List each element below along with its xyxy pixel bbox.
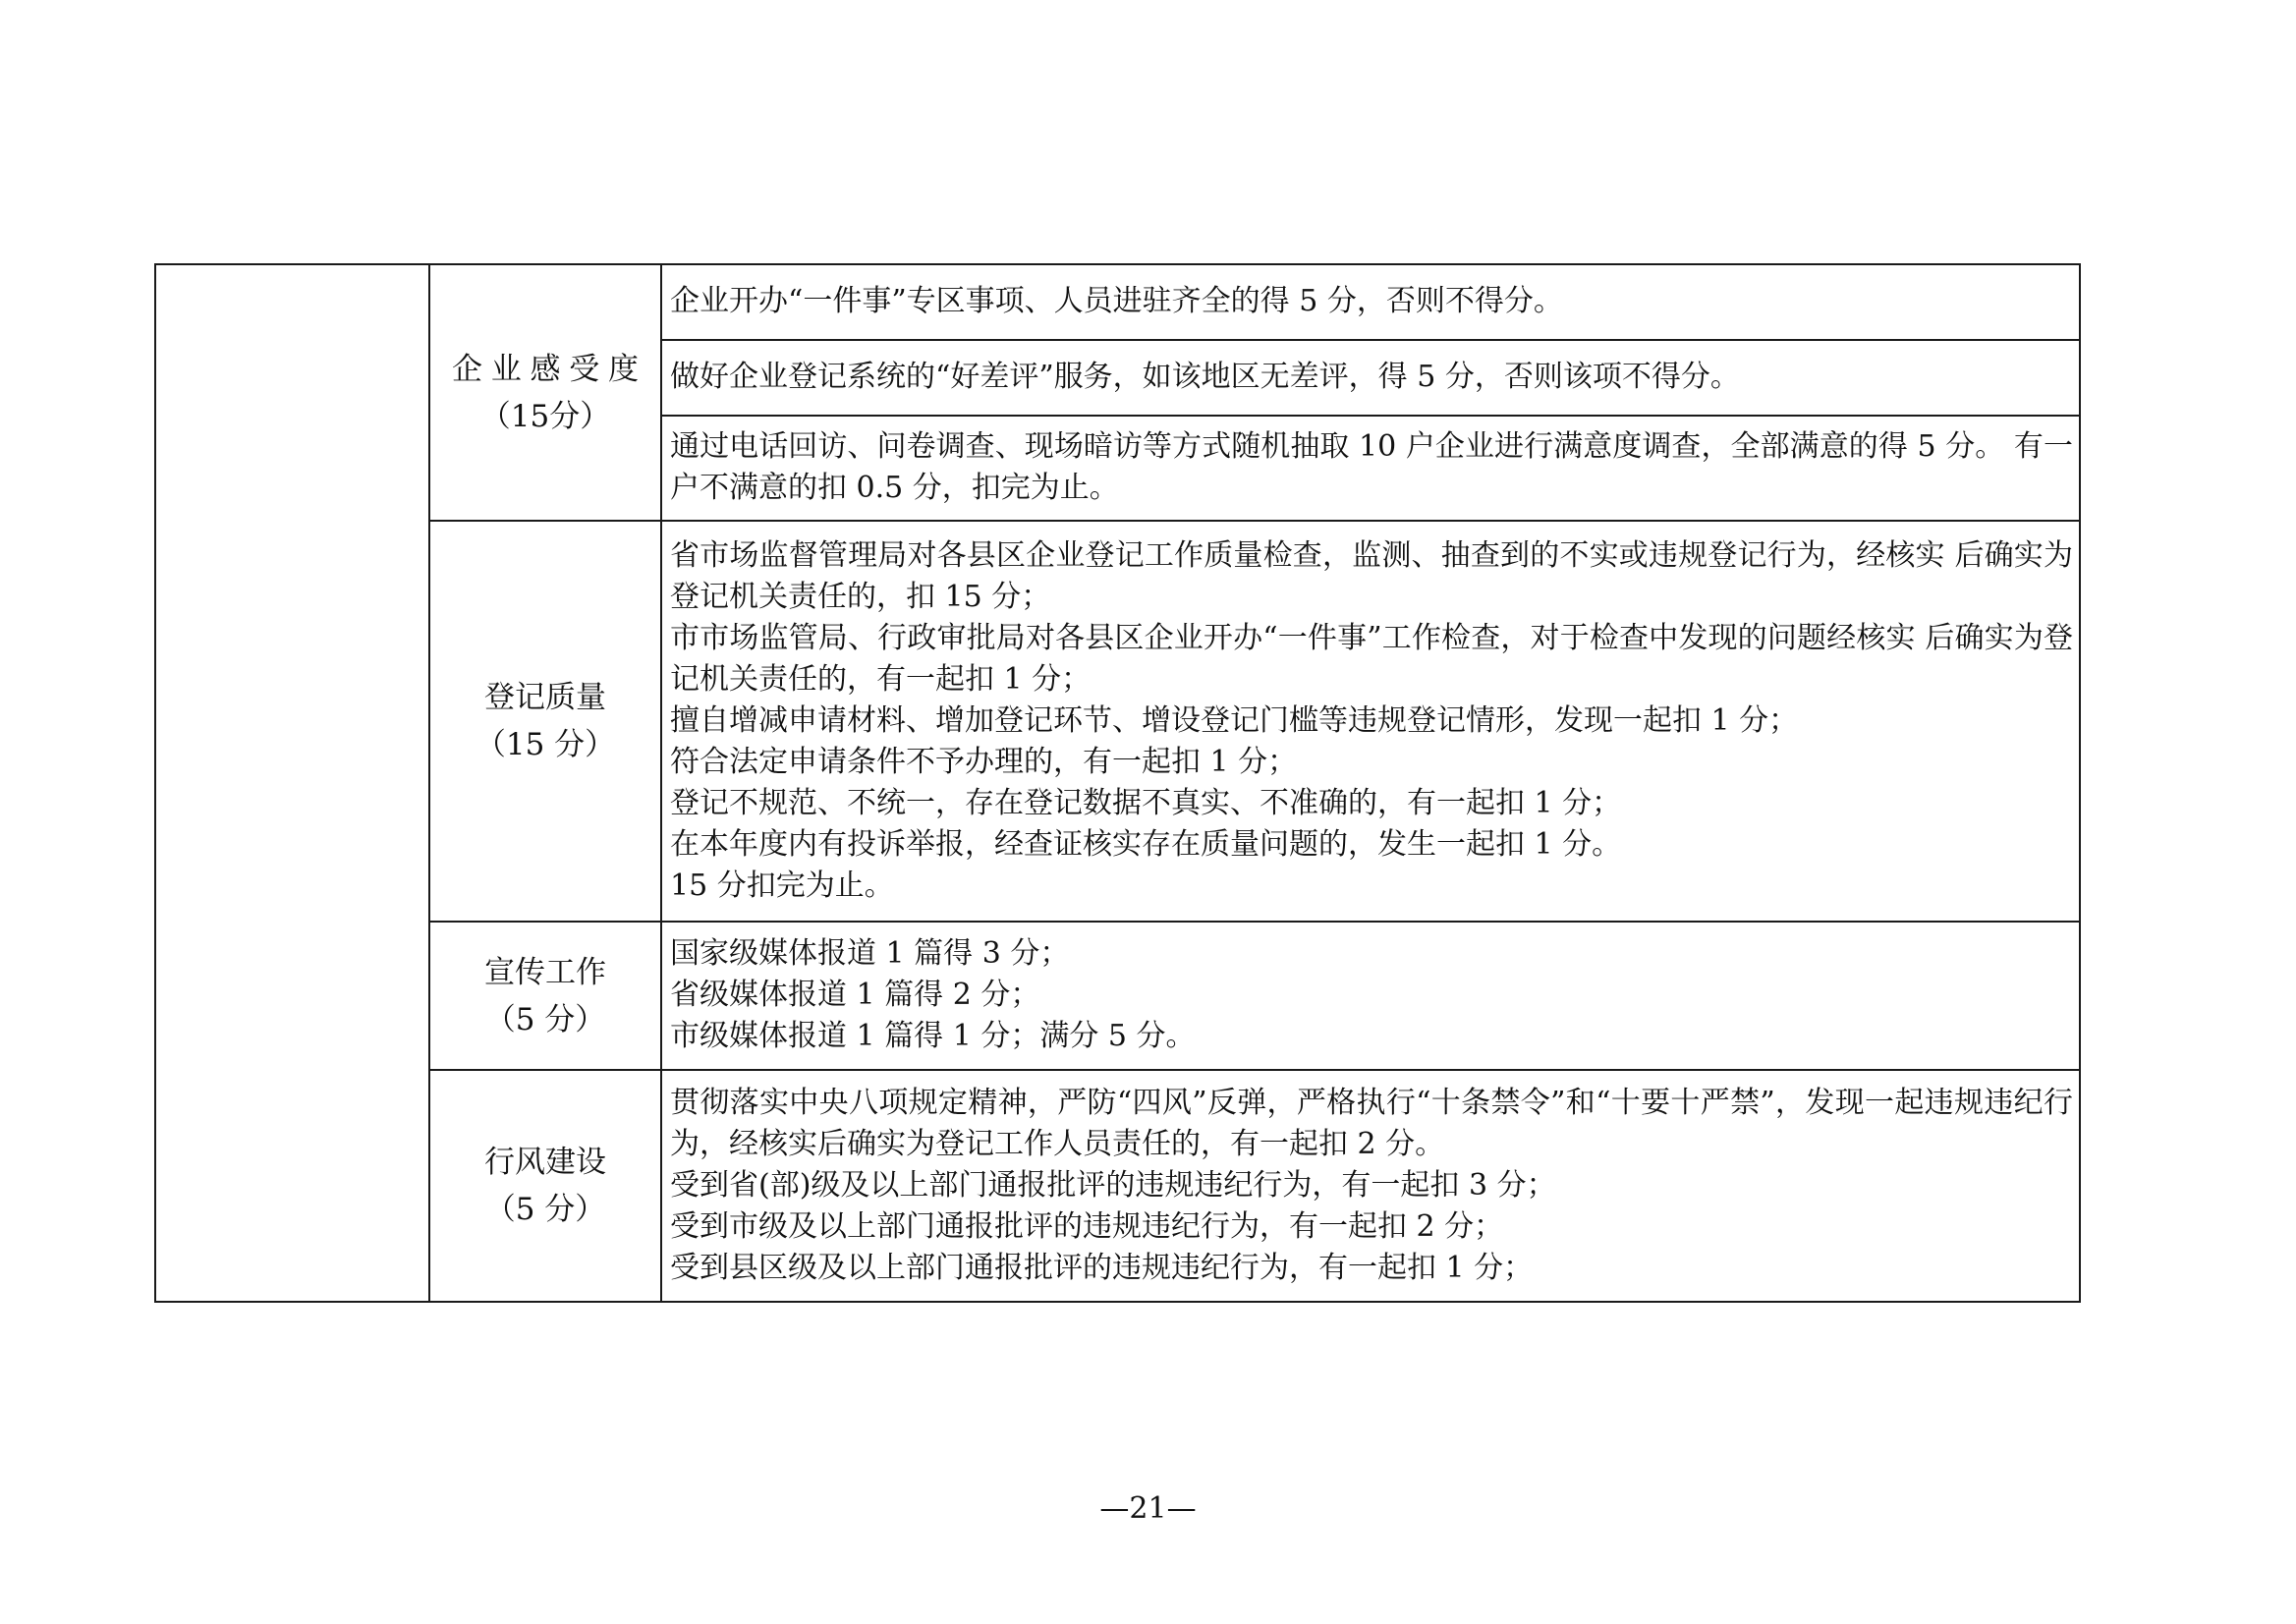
rule-line: 做好企业登记系统的“好差评”服务，如该地区无差评，得 5 分，否则该项不得分。 [670, 360, 1740, 394]
item-cell [429, 1070, 661, 1302]
item-score: （5 分） [484, 1001, 606, 1037]
table-row [155, 264, 2080, 340]
item-name: 企业感受度 [452, 351, 639, 387]
rule-line: 省市场监督管理局对各县区企业登记工作质量检查，监测、抽查到的不实或违规登记行为，经核实 后确实为登记机关责任的，扣 15 分； [670, 537, 2073, 614]
rule-line: 通过电话回访、问卷调查、现场暗访等方式随机抽取 10 户企业进行满意度调查，全部满意的得 5 分。 有一户不满意的扣 0.5 分，扣完为止。 [670, 429, 2073, 505]
item-name: 宣传工作 [484, 954, 606, 990]
rule-line: 擅自增减申请材料、增加登记环节、增设登记门槛等违规登记情形，发现一起扣 1 分； [670, 702, 1799, 738]
rule-line: 15 分扣完为止。 [670, 868, 894, 903]
rule-line: 贯彻落实中央八项规定精神，严防“四风”反弹，严格执行“十条禁令”和“十要十严禁”，发现一起违规违纪行为，经核实后确实为登记工作人员责任的，有一起扣 2 分。 [670, 1085, 2073, 1161]
rule-cell [661, 264, 2080, 340]
category-cell [155, 264, 429, 1302]
rule-cell [661, 340, 2080, 416]
item-cell [429, 521, 661, 922]
rule-line: 市级媒体报道 1 篇得 1 分；满分 5 分。 [670, 1019, 1196, 1053]
item-cell [429, 922, 661, 1070]
rule-line: 受到市级及以上部门通报批评的违规违纪行为，有一起扣 2 分； [670, 1208, 1504, 1244]
page-number: —21— [1099, 1491, 1197, 1526]
item-score: （15 分） [475, 727, 616, 762]
rule-cell [661, 521, 2080, 922]
item-score: （5 分） [484, 1192, 606, 1227]
rule-line: 市市场监管局、行政审批局对各县区企业开办“一件事”工作检查，对于检查中发现的问题经核实 后确实为登记机关责任的，有一起扣 1 分； [670, 620, 2073, 697]
rule-line: 登记不规范、不统一，存在登记数据不真实、不准确的，有一起扣 1 分； [670, 785, 1622, 820]
table-row [155, 922, 2080, 1070]
rule-line: 受到县区级及以上部门通报批评的违规违纪行为，有一起扣 1 分； [670, 1250, 1534, 1285]
table-row [155, 521, 2080, 922]
rule-line: 受到省(部)级及以上部门通报批评的违规违纪行为，有一起扣 3 分； [670, 1167, 1556, 1203]
rule-line: 符合法定申请条件不予办理的，有一起扣 1 分； [670, 744, 1298, 779]
rule-line: 省级媒体报道 1 篇得 2 分； [670, 978, 1040, 1012]
item-name: 行风建设 [484, 1145, 606, 1180]
rule-cell [661, 1070, 2080, 1302]
table-row [155, 1070, 2080, 1302]
rule-line: 国家级媒体报道 1 篇得 3 分； [670, 936, 1070, 971]
rule-cell [661, 922, 2080, 1070]
item-cell [429, 264, 661, 521]
item-name: 登记质量 [484, 680, 606, 715]
rule-line: 企业开办“一件事”专区事项、人员进驻齐全的得 5 分，否则不得分。 [670, 284, 1563, 318]
rule-line: 在本年度内有投诉举报，经查证核实存在质量问题的，发生一起扣 1 分。 [670, 826, 1622, 862]
item-score: （15分） [479, 398, 611, 434]
rule-cell [661, 416, 2080, 521]
scoring-table [154, 263, 2081, 1303]
